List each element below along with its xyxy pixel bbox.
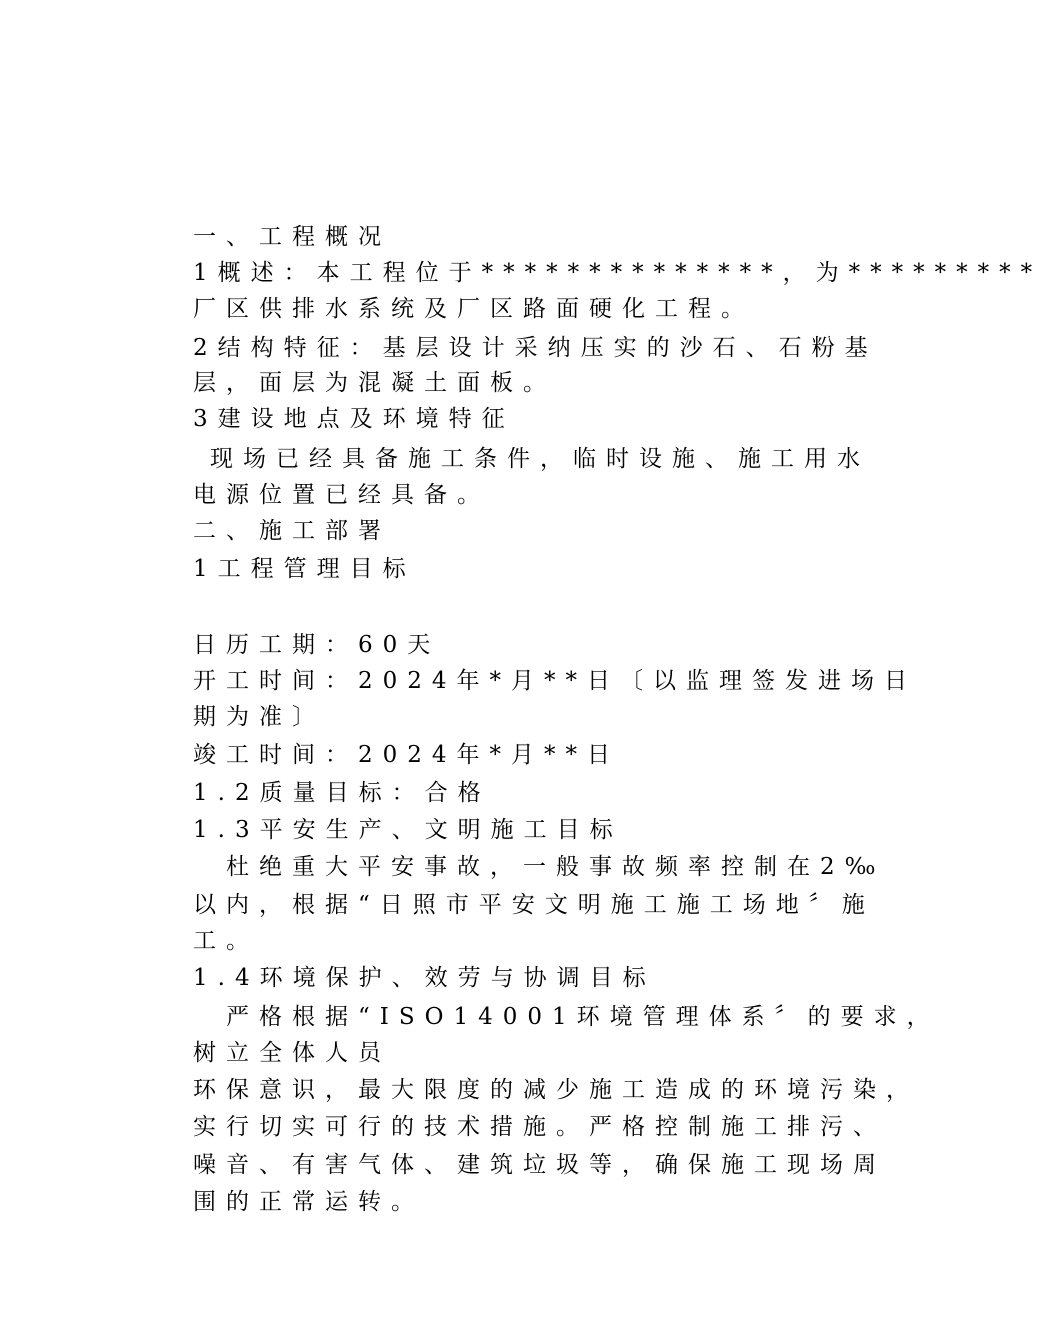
subsection-heading: 1工程管理目标 bbox=[193, 556, 416, 582]
subsection-heading: 1.3平安生产、文明施工目标 bbox=[193, 817, 623, 843]
text-line: 工。 bbox=[193, 928, 259, 954]
subsection-heading: 1.4环境保护、效劳与协调目标 bbox=[193, 965, 656, 991]
text-line: 严格根据“ISO14001环境管理体系〞的要求， bbox=[226, 1004, 940, 1030]
text-line: 2结构特征：基层设计采纳压实的沙石、石粉基 bbox=[193, 335, 878, 361]
text-line: 以内，根据“日照市平安文明施工施工场地〞施 bbox=[193, 892, 875, 918]
text-line: 围的正常运转。 bbox=[193, 1189, 424, 1215]
text-line: 厂区供排水系统及厂区路面硬化工程。 bbox=[193, 296, 754, 322]
text-line: 层，面层为混凝土面板。 bbox=[193, 370, 556, 396]
text-line: 电源位置已经具备。 bbox=[193, 482, 490, 508]
text-line: 1概述：本工程位于**************，为********* bbox=[193, 260, 1042, 286]
text-line: 开工时间：2024年*月**日〔以监理签发进场日 bbox=[193, 668, 918, 694]
text-line: 实行切实可行的技术措施。严格控制施工排污、 bbox=[193, 1114, 886, 1140]
text-line: 环保意识，最大限度的减少施工造成的环境污染， bbox=[193, 1077, 919, 1103]
text-line: 1.2质量目标：合格 bbox=[193, 780, 491, 806]
section-heading-construction-deployment: 二、施工部署 bbox=[193, 518, 391, 544]
text-line: 噪音、有害气体、建筑垃圾等，确保施工现场周 bbox=[193, 1152, 886, 1178]
text-line: 竣工时间：2024年*月**日 bbox=[193, 742, 621, 768]
subsection-heading: 3建设地点及环境特征 bbox=[193, 406, 515, 432]
text-line: 现场已经具备施工条件，临时设施、施工用水 bbox=[210, 446, 870, 472]
text-line: 树立全体人员 bbox=[193, 1040, 391, 1066]
text-line: 日历工期：60天 bbox=[193, 632, 441, 658]
text-line: 期为准〕 bbox=[193, 704, 325, 730]
section-heading-project-overview: 一、工程概况 bbox=[193, 224, 391, 250]
text-line: 杜绝重大平安事故，一般事故频率控制在2‰ bbox=[226, 854, 886, 880]
